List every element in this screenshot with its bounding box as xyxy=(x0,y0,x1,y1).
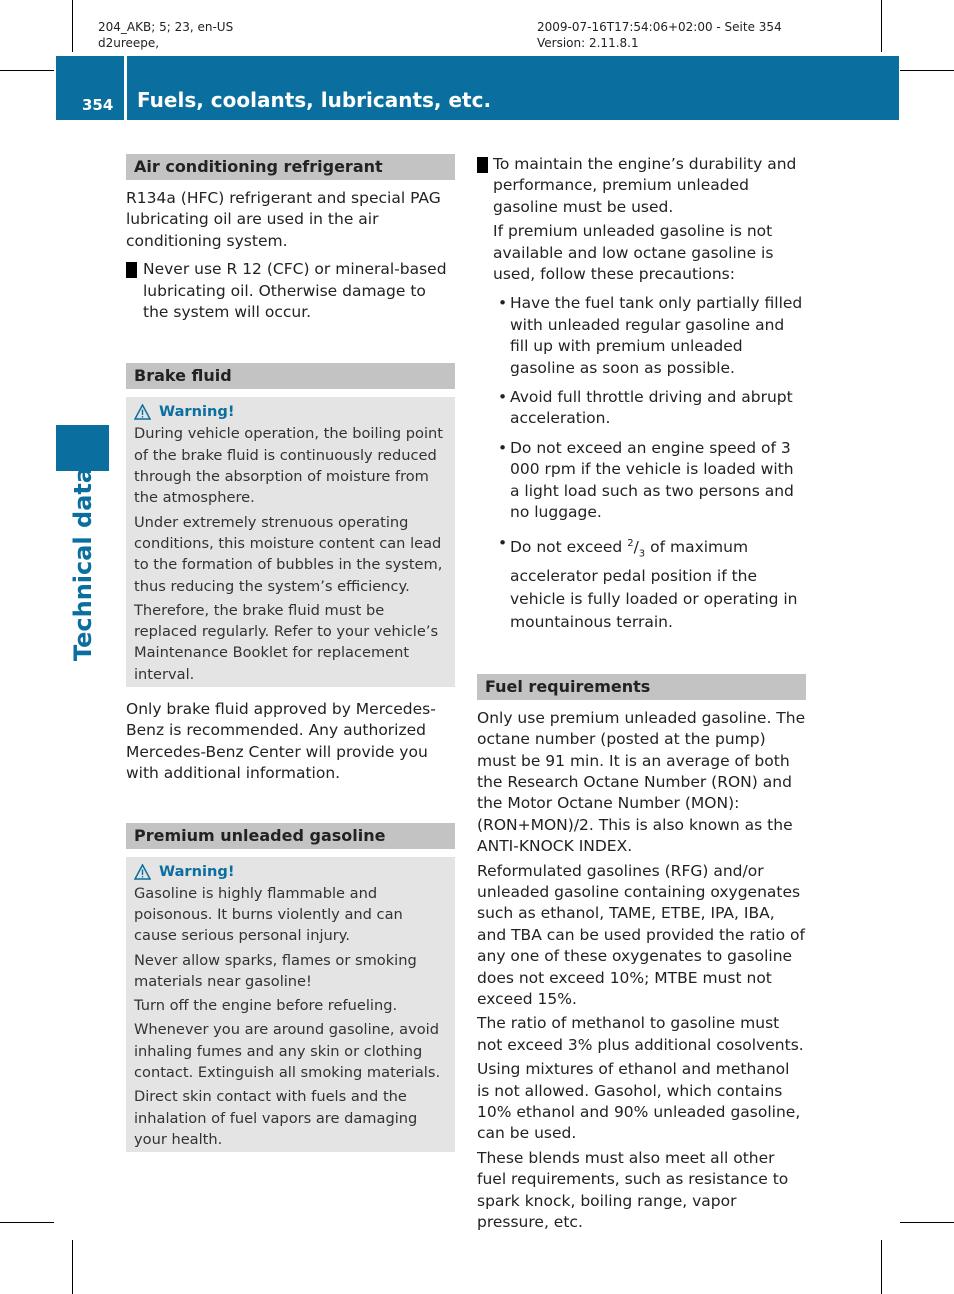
warning-text: Therefore, the brake fluid must be replaced regularly. Refer to your vehicle’s Maintenance Booklet for replacement interval. xyxy=(134,601,439,683)
fuel-paragraph: The ratio of methanol to gasoline must not exceed 3% plus additional cosolvents. xyxy=(477,1014,804,1054)
meta-line: d2ureepe, xyxy=(98,36,160,50)
warning-text: Whenever you are around gasoline, avoid inhaling fumes and any skin or clothing contact. Extinguish all smoking materials. xyxy=(134,1021,441,1081)
side-tab-marker xyxy=(56,425,109,471)
crop-mark xyxy=(900,70,954,71)
warning-text: Under extremely strenuous operating conditions, this moisture content can lead to the formation of bubbles in the system, thus reducing the system’s efficiency. xyxy=(134,513,443,595)
print-meta-left xyxy=(98,19,233,51)
meta-line: Version: 2.11.8.1 xyxy=(537,36,639,50)
brake-body: Only brake fluid approved by Mercedes-Benz is recommended. Any authorized Mercedes-Benz Center will provide you with additional information. xyxy=(126,700,436,783)
fuel-paragraph: These blends must also meet all other fuel requirements, such as resistance to spark knock, boiling range, vapor pressure, etc. xyxy=(477,1148,789,1232)
fraction-denominator: 3 xyxy=(638,547,646,559)
right-column xyxy=(471,154,806,1234)
crop-mark xyxy=(72,1240,73,1294)
left-column xyxy=(120,154,455,1152)
warning-text: Never allow sparks, flames or smoking materials near gasoline! xyxy=(134,951,417,990)
crop-mark xyxy=(0,70,54,71)
fraction-numerator: 2 xyxy=(627,537,634,549)
crop-mark xyxy=(0,1222,54,1223)
warning-text: Gasoline is highly flammable and poisonous. It burns violently and can cause serious personal injury. xyxy=(134,884,403,945)
ac-body: R134a (HFC) refrigerant and special PAG lubricating oil are used in the air conditioning system. xyxy=(126,189,441,250)
precaution-list xyxy=(493,293,806,633)
warning-title xyxy=(134,861,447,883)
section-heading-brake: Brake fluid xyxy=(126,363,455,389)
warning-text: Turn off the engine before refueling. xyxy=(134,997,398,1015)
list-item: • Have the fuel tank only partially filled with unleaded regular gasoline and fill up with premium unleaded gasoline as soon as possible. xyxy=(493,293,806,379)
notice-text-2: If premium unleaded gasoline is not available and low octane gasoline is used, follow these precautions: xyxy=(493,222,774,284)
ac-notice-text: Never use R 12 (CFC) or mineral-based lubricating oil. Otherwise damage to the system will occur. xyxy=(143,260,447,322)
fuel-paragraph: Only use premium unleaded gasoline. The octane number (posted at the pump) must be 91 min. It is an average of both the Research Octane Number (RON) and the Motor Octane Number (MON): (RON+MON)/2. This is also known as the ANTI-KNOCK INDEX. xyxy=(477,708,806,856)
list-item: • Do not exceed an engine speed of 3 000 rpm if the vehicle is loaded with a light load such as two persons and no luggage. xyxy=(493,438,806,524)
list-item: • Do not exceed $^2/_3$ of maximum accelerator pedal position if the vehicle is fully loaded or operating in mountainous terrain. xyxy=(493,532,806,634)
bullet-text-pre: Do not exceed xyxy=(510,537,628,556)
meta-line: 2009-07-16T17:54:06+02:00 - Seite 354 xyxy=(537,20,782,34)
side-tab-label xyxy=(56,466,109,662)
fuel-paragraph: Using mixtures of ethanol and methanol is not allowed. Gasohol, which contains 10% ethanol and 90% unleaded gasoline, can be used. xyxy=(477,1060,801,1143)
warning-title xyxy=(134,401,447,423)
page-number: 354 xyxy=(82,96,114,114)
meta-line: 204_AKB; 5; 23, en-US xyxy=(98,20,234,34)
exclamation-icon: ! xyxy=(477,157,488,173)
crop-mark xyxy=(900,1222,954,1223)
crop-mark xyxy=(72,0,73,52)
header-divider xyxy=(124,56,127,120)
warning-text: During vehicle operation, the boiling point of the brake fluid is continuously reduced through the absorption of moisture from the atmosphere. xyxy=(134,425,443,507)
warning-label: Warning! xyxy=(159,862,235,880)
brake-warning-box xyxy=(126,397,455,687)
fuel-paragraph: Reformulated gasolines (RFG) and/or unleaded gasoline containing oxygenates such as ethanol, TAME, ETBE, IPA, IBA, and TBA can be used provided the ratio of any one of these oxygenates to gasoline does not exceed 10%; MTBE must not exceed 15%. xyxy=(477,861,805,1009)
warning-triangle-icon xyxy=(134,404,151,420)
chapter-title: Fuels, coolants, lubricants, etc. xyxy=(137,88,492,112)
crop-mark xyxy=(881,1240,882,1294)
exclamation-icon: ! xyxy=(126,262,137,278)
ac-notice xyxy=(120,259,455,323)
crop-mark xyxy=(881,0,882,52)
warning-label: Warning! xyxy=(159,403,235,421)
side-tab-text: Technical data xyxy=(68,466,97,662)
print-meta-right xyxy=(537,19,782,51)
notice-text: To maintain the engine’s durability and performance, premium unleaded gasoline must be used. xyxy=(493,155,797,216)
section-heading-ac: Air conditioning refrigerant xyxy=(126,154,455,180)
warning-triangle-icon xyxy=(134,864,151,880)
list-item: • Avoid full throttle driving and abrupt acceleration. xyxy=(493,387,806,430)
bullet-text-post: of maximum accelerator pedal position if the vehicle is fully loaded or operating in mountainous terrain. xyxy=(510,537,798,631)
section-heading-premium: Premium unleaded gasoline xyxy=(126,823,455,849)
warning-text: Direct skin contact with fuels and the inhalation of fuel vapors are damaging your health. xyxy=(134,1088,418,1148)
section-heading-fuel: Fuel requirements xyxy=(477,674,806,700)
premium-notice xyxy=(471,154,806,634)
premium-warning-box xyxy=(126,857,455,1153)
